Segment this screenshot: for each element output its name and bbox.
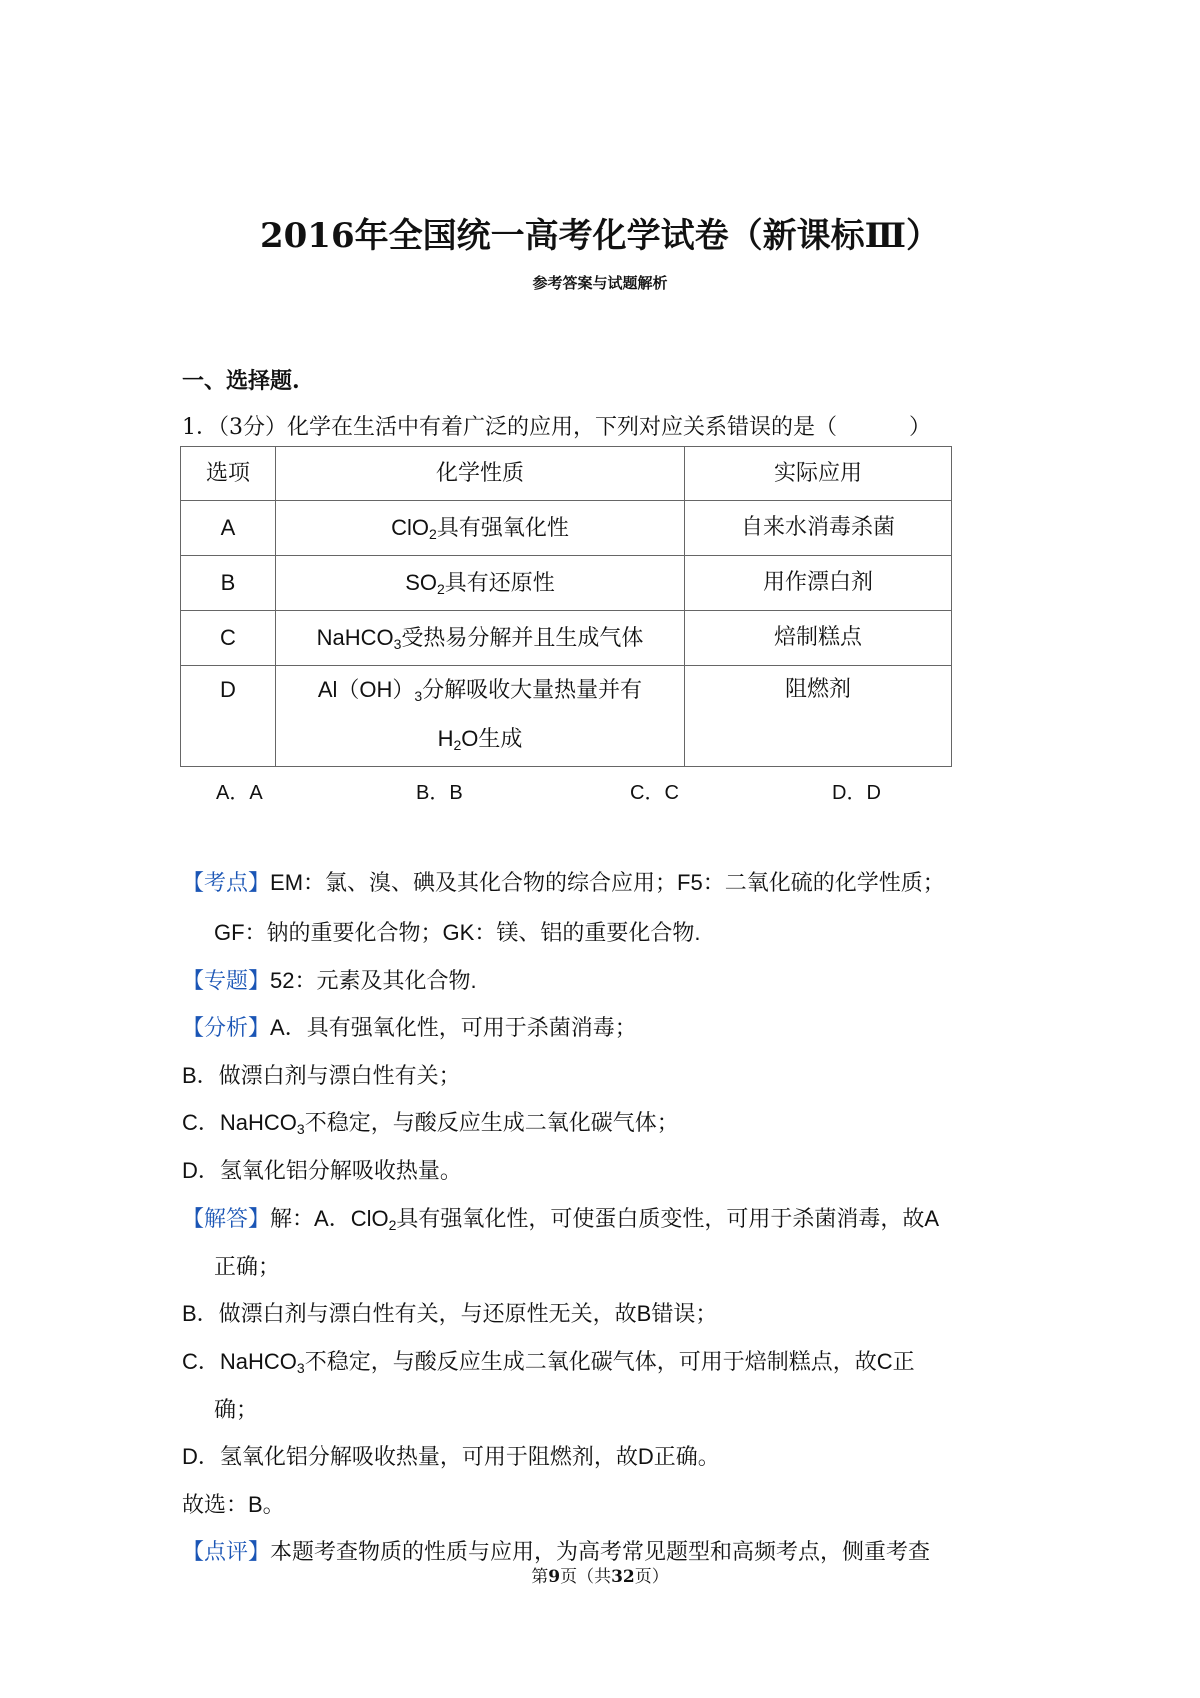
question-score: （3分）: [218, 415, 287, 440]
choice-c: C．C: [630, 782, 679, 804]
row-property: $SO_2$具有还原性: [276, 556, 685, 611]
choice-b: B．B: [416, 782, 463, 804]
header-property: 化学性质: [276, 447, 685, 501]
question-text: 化学在生活中有着广泛的应用，下列对应关系错误的是（: [287, 415, 838, 440]
row-option: A: [181, 501, 276, 556]
fenxi-tag: 【分析】: [182, 1016, 271, 1041]
jieda-b: B．做漂白剂与漂白性有关，与还原性无关，故B错误；: [182, 1301, 718, 1326]
page-footer: 第9页（共32页）: [531, 1567, 669, 1587]
header-application: 实际应用: [685, 447, 952, 501]
kaodian-tag: 【考点】: [182, 871, 271, 896]
table-header-row: [181, 447, 952, 501]
jieda-c-cont: 确；: [214, 1398, 259, 1423]
question-close: ）: [909, 415, 932, 440]
jieda-d: D．氢氧化铝分解吸收热量，可用于阻燃剂，故D正确。: [182, 1444, 720, 1469]
section-title: 一、选择题.: [182, 368, 300, 394]
row-application: 自来水消毒杀菌: [685, 501, 952, 556]
row-option: D: [181, 666, 276, 767]
table-row: [181, 556, 952, 611]
dianping-line: 【点评】本题考查物质的性质与应用，为高考常见题型和高频考点，侧重考查: [182, 1540, 931, 1565]
question-number: 1．: [182, 415, 218, 440]
fenxi-c: C．NaHCO$_3$不稳定，与酸反应生成二氧化碳气体；: [182, 1110, 679, 1137]
header-option: 选项: [181, 447, 276, 501]
row-property: ClO$_2$具有强氧化性: [276, 501, 685, 556]
choice-d: D．D: [832, 782, 881, 804]
jieda-answer: 故选：B。: [182, 1492, 285, 1517]
kaodian-line2: GF：钠的重要化合物；GK：镁、铝的重要化合物.: [214, 920, 701, 945]
jieda-c: C．NaHCO$_3$不稳定，与酸反应生成二氧化碳气体，可用于焙制糕点，故C正: [182, 1349, 915, 1376]
table-row: [181, 666, 952, 767]
fenxi-d: D．氢氧化铝分解吸收热量。: [182, 1158, 462, 1183]
zhuanti-line: 【专题】52：元素及其化合物.: [182, 968, 477, 994]
row-application: 用作漂白剂: [685, 556, 952, 611]
row-option: C: [181, 611, 276, 666]
page-subtitle: 参考答案与试题解析: [532, 274, 668, 292]
jieda-tag: 【解答】: [182, 1207, 271, 1232]
page-total: 32: [611, 1567, 635, 1587]
choice-a: A．A: [216, 782, 263, 804]
page-title: 2016年全国统一高考化学试卷（新课标Ⅲ）: [259, 216, 941, 256]
options-table: [180, 446, 952, 767]
kaodian-line1: 【考点】EM：氯、溴、碘及其化合物的综合应用；F5：二氧化硫的化学性质；: [182, 870, 945, 896]
row-option: B: [181, 556, 276, 611]
row-property: $Al(OH)_3$分解吸收大量热量并有 $H_2O$生成: [276, 666, 685, 767]
fenxi-b: B．做漂白剂与漂白性有关；: [182, 1063, 461, 1088]
question-stem: [182, 410, 931, 441]
jieda-a-cont: 正确；: [214, 1255, 281, 1280]
table-row: [181, 611, 952, 666]
zhuanti-tag: 【专题】: [182, 969, 271, 994]
row-application: 阻燃剂: [685, 666, 952, 767]
page-number: 9: [548, 1567, 561, 1587]
fenxi-a: 【分析】A．具有强氧化性，可用于杀菌消毒；: [182, 1015, 637, 1041]
dianping-tag: 【点评】: [182, 1540, 271, 1565]
table-row: [181, 501, 952, 556]
jieda-a: 【解答】解：A．ClO$_2$具有强氧化性，可使蛋白质变性，可用于杀菌消毒，故A: [182, 1206, 940, 1233]
row-application: 焙制糕点: [685, 611, 952, 666]
row-property: NaHCO$_3$受热易分解并且生成气体: [276, 611, 685, 666]
